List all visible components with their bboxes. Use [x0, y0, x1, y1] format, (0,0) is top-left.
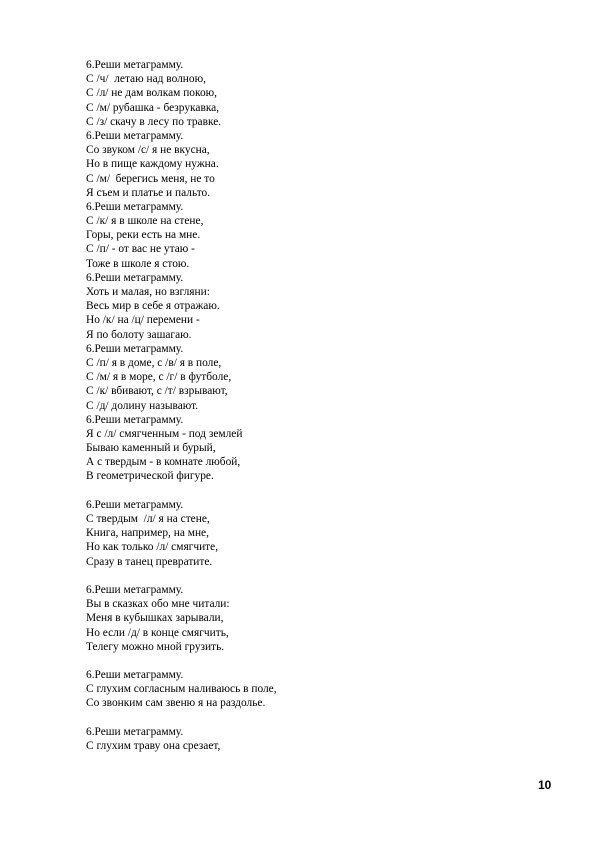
text-line: С /ч/ летаю над волною,: [86, 73, 206, 86]
blank-line: [86, 484, 546, 498]
document-text: [86, 58, 546, 753]
exercise-heading: 6.Реши метаграмму.: [86, 129, 184, 142]
text-line: С твердым /л/ я на стене,: [86, 513, 210, 525]
text-line: Сразу в танец превратите.: [86, 555, 213, 568]
text-line: С /п/ - от вас не утаю -: [86, 243, 195, 256]
text-line: Но /к/ на /ц/ перемени -: [86, 314, 200, 327]
text-line: С /к/ вбивают, с /т/ взрывают,: [86, 385, 228, 398]
text-line: А с твердым - в комнате любой,: [86, 456, 241, 469]
exercise-heading: 6.Реши метаграмму.: [86, 271, 184, 284]
page-number: 10: [538, 778, 552, 792]
exercise-heading: 6.Реши метаграмму.: [86, 200, 184, 213]
exercise-heading: 6.Реши метаграмму.: [86, 725, 184, 738]
exercise-heading: 6.Реши метаграмму.: [86, 59, 184, 71]
text-line: Но как только /л/ смягчите,: [86, 541, 219, 554]
exercise-heading: 6.Реши метаграмму.: [86, 669, 184, 682]
text-line: Со звонким сам звеню я на раздолье.: [86, 697, 266, 710]
text-line: С /м/ берегись меня, не то: [86, 172, 215, 185]
text-line: С /л/ не дам волкам покою,: [86, 87, 218, 100]
text-line: Но в пище каждому нужна.: [86, 158, 219, 171]
text-line: С /м/ я в море, с /г/ в футболе,: [86, 371, 232, 384]
text-line: Тоже в школе я стою.: [86, 257, 190, 270]
blank-line: [86, 654, 546, 668]
blank-line: [86, 569, 546, 583]
exercise-heading: 6.Реши метаграмму.: [86, 498, 184, 511]
text-line: Я по болоту зашагаю.: [86, 328, 192, 341]
text-line: Вы в сказках обо мне читали:: [86, 598, 230, 611]
text-line: Весь мир в себе я отражаю.: [86, 300, 220, 313]
text-line: Книга, например, на мне,: [86, 527, 209, 540]
text-line: С /п/ я в доме, с /в/ я в поле,: [86, 356, 222, 369]
text-line: Бываю каменный и бурый,: [86, 442, 216, 455]
text-line: В геометрической фигуре.: [86, 470, 214, 483]
text-line: Хоть и малая, но взгляни:: [86, 286, 210, 298]
text-line: С глухим согласным наливаюсь в поле,: [86, 683, 277, 696]
text-line: Но если /д/ в конце смягчить,: [86, 626, 229, 639]
text-line: Со звуком /с/ я не вкусна,: [86, 144, 210, 157]
blank-line: [86, 711, 546, 725]
text-line: Меня в кубышках зарывали,: [86, 612, 224, 625]
exercise-heading: 6.Реши метаграмму.: [86, 413, 184, 426]
text-line: Я с /л/ смягченным - под землей: [86, 427, 243, 440]
text-line: С /з/ скачу в лесу по травке.: [86, 115, 222, 128]
text-line: Телегу можно мной грузить.: [86, 640, 225, 653]
text-line: С /д/ долину называют.: [86, 399, 199, 412]
exercise-heading: 6.Реши метаграмму.: [86, 583, 184, 596]
text-line: Я съем и платье и пальто.: [86, 186, 211, 199]
text-line: С /к/ я в школе на стене,: [86, 215, 204, 228]
text-line: С /м/ рубашка - безрукавка,: [86, 101, 220, 114]
text-line: С глухим траву она срезает,: [86, 740, 221, 752]
exercise-heading: 6.Реши метаграмму.: [86, 342, 184, 355]
text-line: Горы, реки есть на мне.: [86, 229, 201, 242]
